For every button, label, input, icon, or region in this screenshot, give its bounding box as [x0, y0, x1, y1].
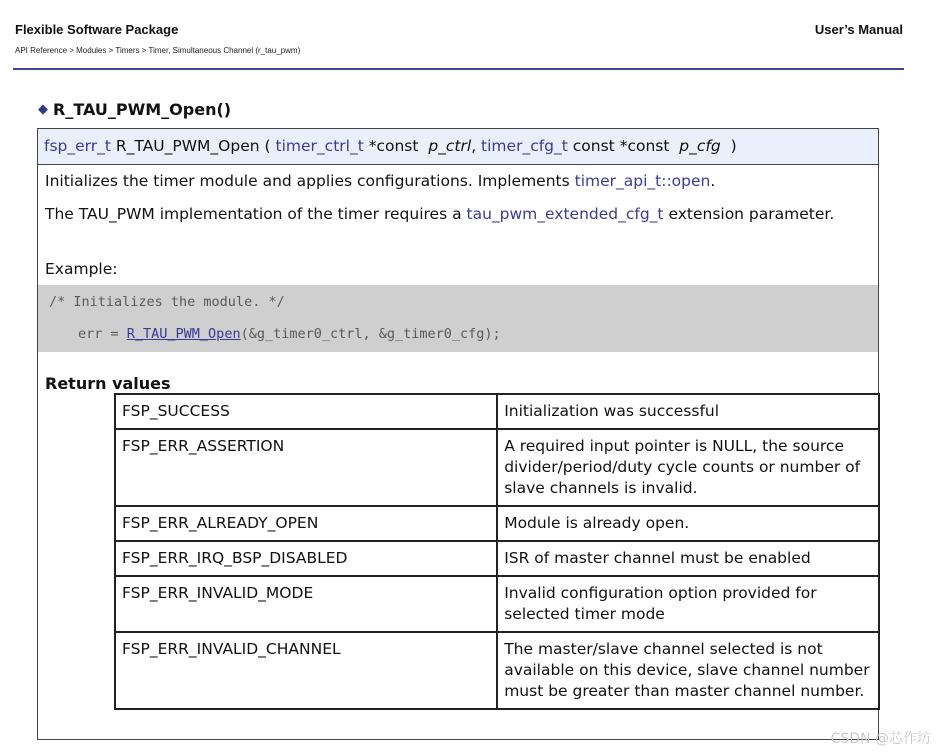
- param1-qualifier: *const: [368, 137, 419, 155]
- description-2-end: extension parameter.: [663, 205, 835, 223]
- return-desc-cell: ISR of master channel must be enabled: [497, 541, 879, 576]
- table-row: [115, 394, 879, 429]
- function-heading: [38, 100, 231, 119]
- function-doc-box: [37, 128, 879, 740]
- diamond-bullet-icon: ◆: [38, 102, 48, 117]
- return-desc-cell: The master/slave channel selected is not available on this device, slave channel number must be greater than master channel number.: [497, 632, 879, 709]
- return-code-cell: FSP_ERR_ALREADY_OPEN: [115, 506, 497, 541]
- param1-name: p_ctrl: [428, 137, 472, 155]
- prototype-open-paren: (: [264, 137, 271, 155]
- function-prototype: fsp_err_t R_TAU_PWM_Open ( timer_ctrl_t *const p_ctrl, timer_cfg_t const *const p_cfg ): [38, 129, 878, 165]
- prototype-close-paren: ): [730, 137, 737, 155]
- code-suffix: (&g_timer0_ctrl, &g_timer0_cfg);: [240, 326, 501, 342]
- code-comment-line: /* Initializes the module. */: [49, 294, 285, 310]
- return-desc-cell: Invalid configuration option provided for selected timer mode: [497, 576, 879, 632]
- breadcrumb: API Reference > Modules > Timers > Timer, Simultaneous Channel (r_tau_pwm): [15, 46, 301, 55]
- return-code-cell: FSP_ERR_INVALID_MODE: [115, 576, 497, 632]
- description-line-1: [45, 171, 866, 192]
- description-1-end: .: [710, 172, 716, 190]
- code-call-line: [78, 326, 501, 342]
- code-prefix: err =: [78, 326, 127, 342]
- return-code-cell: FSP_ERR_INVALID_CHANNEL: [115, 632, 497, 709]
- return-desc-cell: Module is already open.: [497, 506, 879, 541]
- return-code-cell: FSP_ERR_IRQ_BSP_DISABLED: [115, 541, 497, 576]
- return-desc-cell: Initialization was successful: [497, 394, 879, 429]
- extended-cfg-link[interactable]: tau_pwm_extended_cfg_t: [466, 205, 664, 223]
- param2-qualifier: const *const: [572, 137, 670, 155]
- table-row: [115, 632, 879, 709]
- header-divider: [13, 68, 904, 70]
- return-values-title: Return values: [45, 374, 171, 393]
- param2-name: p_cfg: [679, 137, 721, 155]
- return-type-link[interactable]: fsp_err_t: [44, 137, 111, 155]
- description-1-text: Initializes the timer module and applies configurations. Implements: [45, 172, 575, 190]
- watermark: CSDN @芯作坊: [830, 731, 931, 747]
- param2-type-link[interactable]: timer_cfg_t: [481, 137, 568, 155]
- param1-type-link[interactable]: timer_ctrl_t: [275, 137, 364, 155]
- return-code-cell: FSP_SUCCESS: [115, 394, 497, 429]
- return-desc-cell: A required input pointer is NULL, the source divider/period/duty cycle counts or number of slave channels is invalid.: [497, 429, 879, 506]
- example-label: Example:: [45, 260, 118, 278]
- table-row: [115, 541, 879, 576]
- description-2-text: The TAU_PWM implementation of the timer requires a: [45, 205, 467, 223]
- prototype-function-name: R_TAU_PWM_Open: [115, 137, 260, 155]
- table-row: [115, 576, 879, 632]
- timer-api-open-link[interactable]: timer_api_t::open: [574, 172, 711, 190]
- table-row: [115, 429, 879, 506]
- return-code-cell: FSP_ERR_ASSERTION: [115, 429, 497, 506]
- document-title: Flexible Software Package: [15, 22, 179, 37]
- table-row: [115, 506, 879, 541]
- function-name: R_TAU_PWM_Open(): [53, 100, 232, 119]
- description-line-2: [45, 204, 866, 225]
- manual-label: User’s Manual: [814, 22, 903, 37]
- code-function-link[interactable]: R_TAU_PWM_Open: [126, 326, 241, 342]
- code-example: [38, 285, 878, 352]
- return-values-table: [114, 393, 880, 710]
